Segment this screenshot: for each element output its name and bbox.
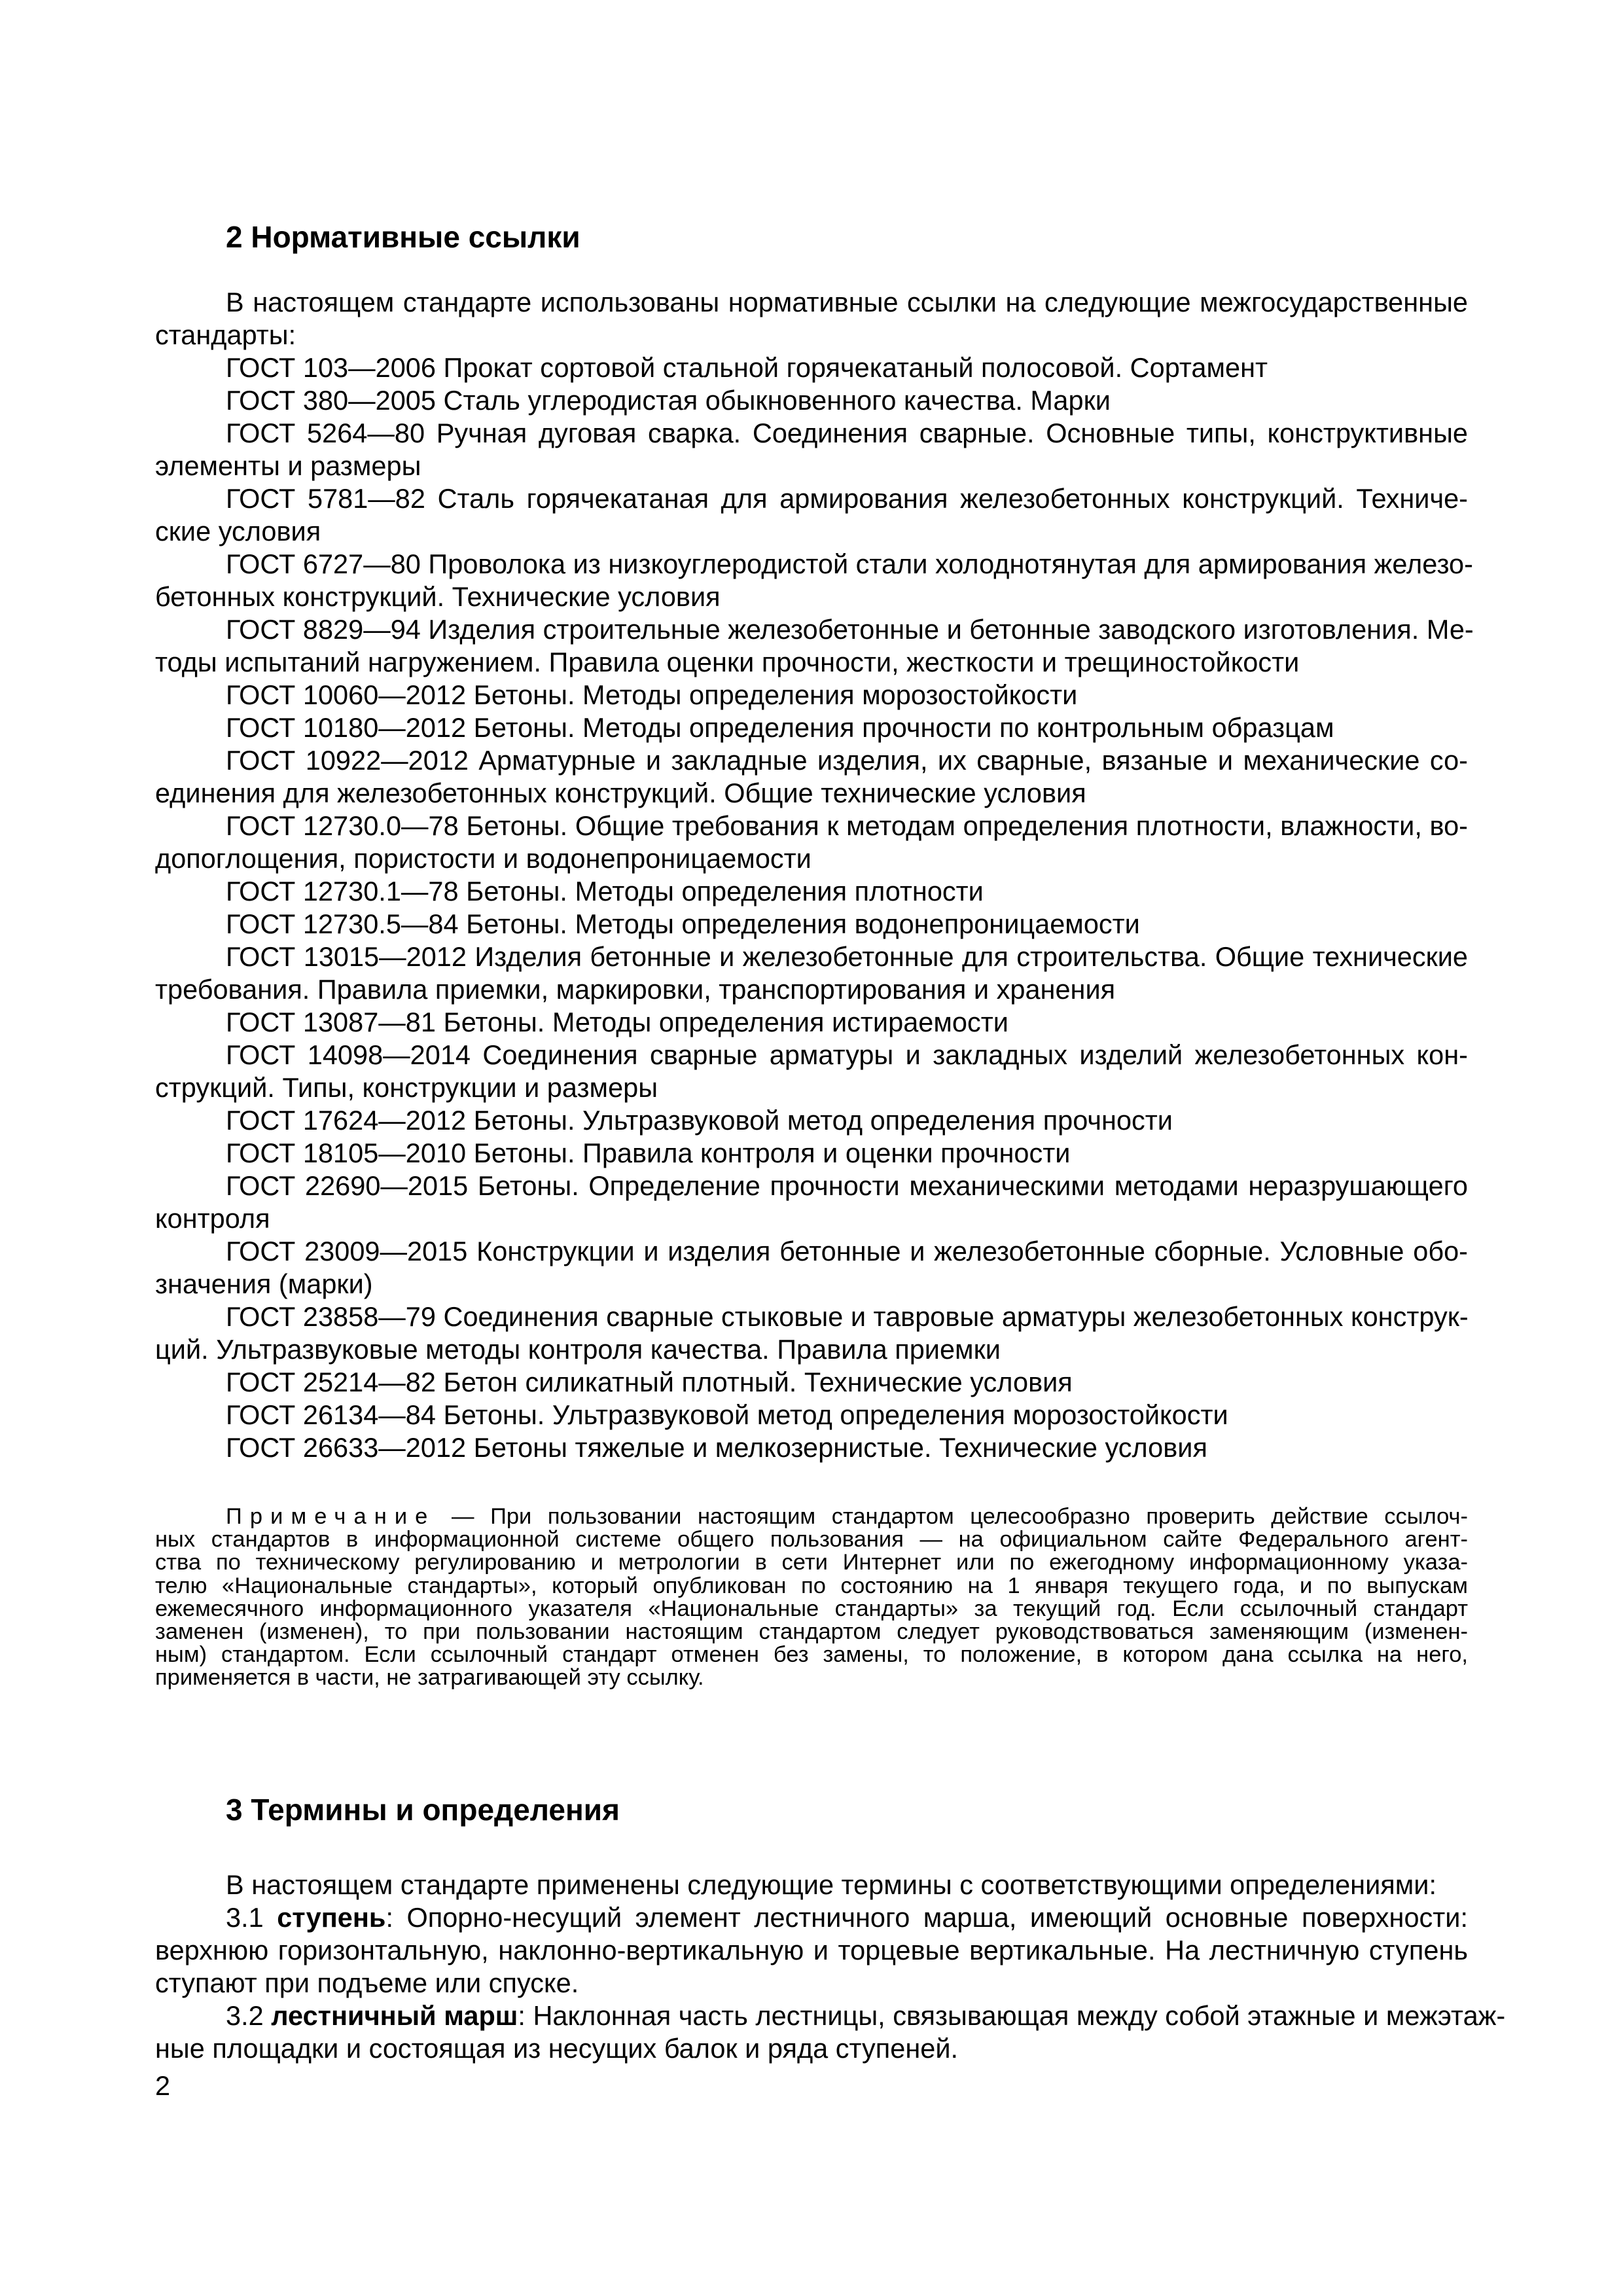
reference-item: ГОСТ 22690—2015 Бетоны. Определение прочности механическими методами неразрушающего [226,1170,1468,1201]
term-definition: : Наклонная часть лестницы, связывающая между собой этажные и межэтаж- [518,2000,1506,2031]
term-3-2-first-line [155,2000,1506,2032]
terms-intro: В настоящем стандарте применены следующие термины с соответствующими определениями: [226,1869,1436,1900]
term-definition-line: ные площадки и состоящая из несущих балок и ряда ступеней. [155,2033,959,2064]
reference-item: ГОСТ 10060—2012 Бетоны. Методы определения морозостойкости [226,679,1078,710]
reference-item: ГОСТ 12730.1—78 Бетоны. Методы определения плотности [226,876,984,906]
reference-item: ГОСТ 10922—2012 Арматурные и закладные изделия, их сварные, вязаные и механические со- [226,745,1468,776]
reference-item: ГОСТ 8829—94 Изделия строительные железобетонные и бетонные заводского изготовления. Ме- [226,614,1474,645]
reference-item: ГОСТ 10180—2012 Бетоны. Методы определения прочности по контрольным образцам [226,712,1334,743]
intro-line: стандарты: [155,319,296,350]
note-block [155,1505,1468,1690]
page-number: 2 [155,2070,171,2101]
note-line: телю «Национальные стандарты», который опубликован по состоянию на 1 января текущего года, и по выпускам [155,1573,1468,1598]
note-first-line [155,1505,1468,1528]
reference-item: ГОСТ 12730.5—84 Бетоны. Методы определения водонепроницаемости [226,908,1140,939]
reference-item: ГОСТ 17624—2012 Бетоны. Ультразвуковой метод определения прочности [226,1105,1173,1136]
reference-item: ГОСТ 5781—82 Сталь горячекатаная для армирования железобетонных конструкций. Техниче- [226,483,1468,514]
term-definition-line: верхнюю горизонтальную, наклонно-вертикальную и торцевые вертикальные. На лестничную ступень [155,1935,1468,1965]
note-label: Примечание [226,1504,436,1529]
reference-item-continuation: единения для железобетонных конструкций. Общие технические условия [155,778,1086,808]
term-name: лестничный марш [271,2000,518,2031]
note-line: ежемесячного информационного указателя «Национальные стандарты» за текущий год. Если ссылочный стандарт [155,1596,1468,1621]
reference-item-continuation: элементы и размеры [155,450,421,481]
note-line: ным) стандартом. Если ссылочный стандарт отменен без замены, то положение, в котором дана ссылка на него, [155,1642,1468,1668]
intro-line: В настоящем стандарте использованы нормативные ссылки на следующие межгосударственные [226,287,1468,317]
reference-item-continuation: требования. Правила приемки, маркировки, транспортирования и хранения [155,974,1116,1005]
note-line: ных стандартов в информационной системе общего пользования — на официальном сайте Федерального агент- [155,1527,1468,1552]
reference-item: ГОСТ 380—2005 Сталь углеродистая обыкновенного качества. Марки [226,385,1111,416]
section-2-body [155,286,1474,1464]
section-3-body [155,1869,1506,2065]
reference-item-continuation: бетонных конструкций. Технические условия [155,581,721,612]
reference-item-continuation: струкций. Типы, конструкции и размеры [155,1072,658,1103]
reference-item: ГОСТ 6727—80 Проволока из низкоуглеродистой стали холоднотянутая для армирования железо- [226,548,1473,579]
term-number: 3.2 [226,2000,264,2031]
reference-item: ГОСТ 18105—2010 Бетоны. Правила контроля и оценки прочности [226,1138,1071,1168]
reference-item: ГОСТ 23858—79 Соединения сварные стыковые и тавровые арматуры железобетонных конструк- [226,1301,1469,1332]
reference-item: ГОСТ 23009—2015 Конструкции и изделия бетонные и железобетонные сборные. Условные обо- [226,1236,1468,1266]
reference-item: ГОСТ 14098—2014 Соединения сварные арматуры и закладных изделий железобетонных кон- [226,1039,1468,1070]
reference-item: ГОСТ 25214—82 Бетон силикатный плотный. Технические условия [226,1367,1073,1397]
note-line: ства по техническому регулированию и метрологии в сети Интернет или по ежегодному информационному указа- [155,1550,1468,1575]
term-definition-line: ступают при подъеме или спуске. [155,1967,579,1998]
reference-item: ГОСТ 26134—84 Бетоны. Ультразвуковой метод определения морозостойкости [226,1399,1228,1430]
reference-list [155,351,1474,1464]
reference-item-continuation: значения (марки) [155,1268,373,1299]
term-definition: : Опорно-несущий элемент лестничного марша, имеющий основные поверхности: [385,1902,1469,1933]
section-2-heading: 2 Нормативные ссылки [226,220,580,254]
reference-item-continuation: ций. Ультразвуковые методы контроля качества. Правила приемки [155,1334,1001,1365]
reference-item-continuation: допоглощения, пористости и водонепроницаемости [155,843,812,874]
reference-item-continuation: контроля [155,1203,270,1234]
term-3-1-first-line [155,1901,1468,1934]
section-3-heading: 3 Термины и определения [226,1793,620,1827]
note-line: заменен (изменен), то при пользовании настоящим стандартом следует руководствоваться заменяющим (изменен- [155,1619,1468,1644]
reference-item-continuation: ские условия [155,516,321,547]
term-number: 3.1 [226,1902,264,1933]
term-name: ступень [277,1902,386,1933]
reference-item: ГОСТ 5264—80 Ручная дуговая сварка. Соединения сварные. Основные типы, конструктивные [226,418,1468,448]
reference-item: ГОСТ 12730.0—78 Бетоны. Общие требования к методам определения плотности, влажности, во- [226,810,1468,841]
reference-item: ГОСТ 13015—2012 Изделия бетонные и железобетонные для строительства. Общие технические [226,941,1468,972]
note-line: применяется в части, не затрагивающей эту ссылку. [155,1665,704,1691]
reference-item: ГОСТ 13087—81 Бетоны. Методы определения истираемости [226,1007,1008,1037]
reference-item: ГОСТ 26633—2012 Бетоны тяжелые и мелкозернистые. Технические условия [226,1432,1207,1463]
note-line: — При пользовании настоящим стандартом целесообразно проверить действие ссылоч- [452,1504,1468,1529]
reference-item: ГОСТ 103—2006 Прокат сортовой стальной горячекатаный полосовой. Сортамент [226,352,1268,383]
reference-item-continuation: тоды испытаний нагружением. Правила оценки прочности, жесткости и трещиностойкости [155,647,1300,677]
